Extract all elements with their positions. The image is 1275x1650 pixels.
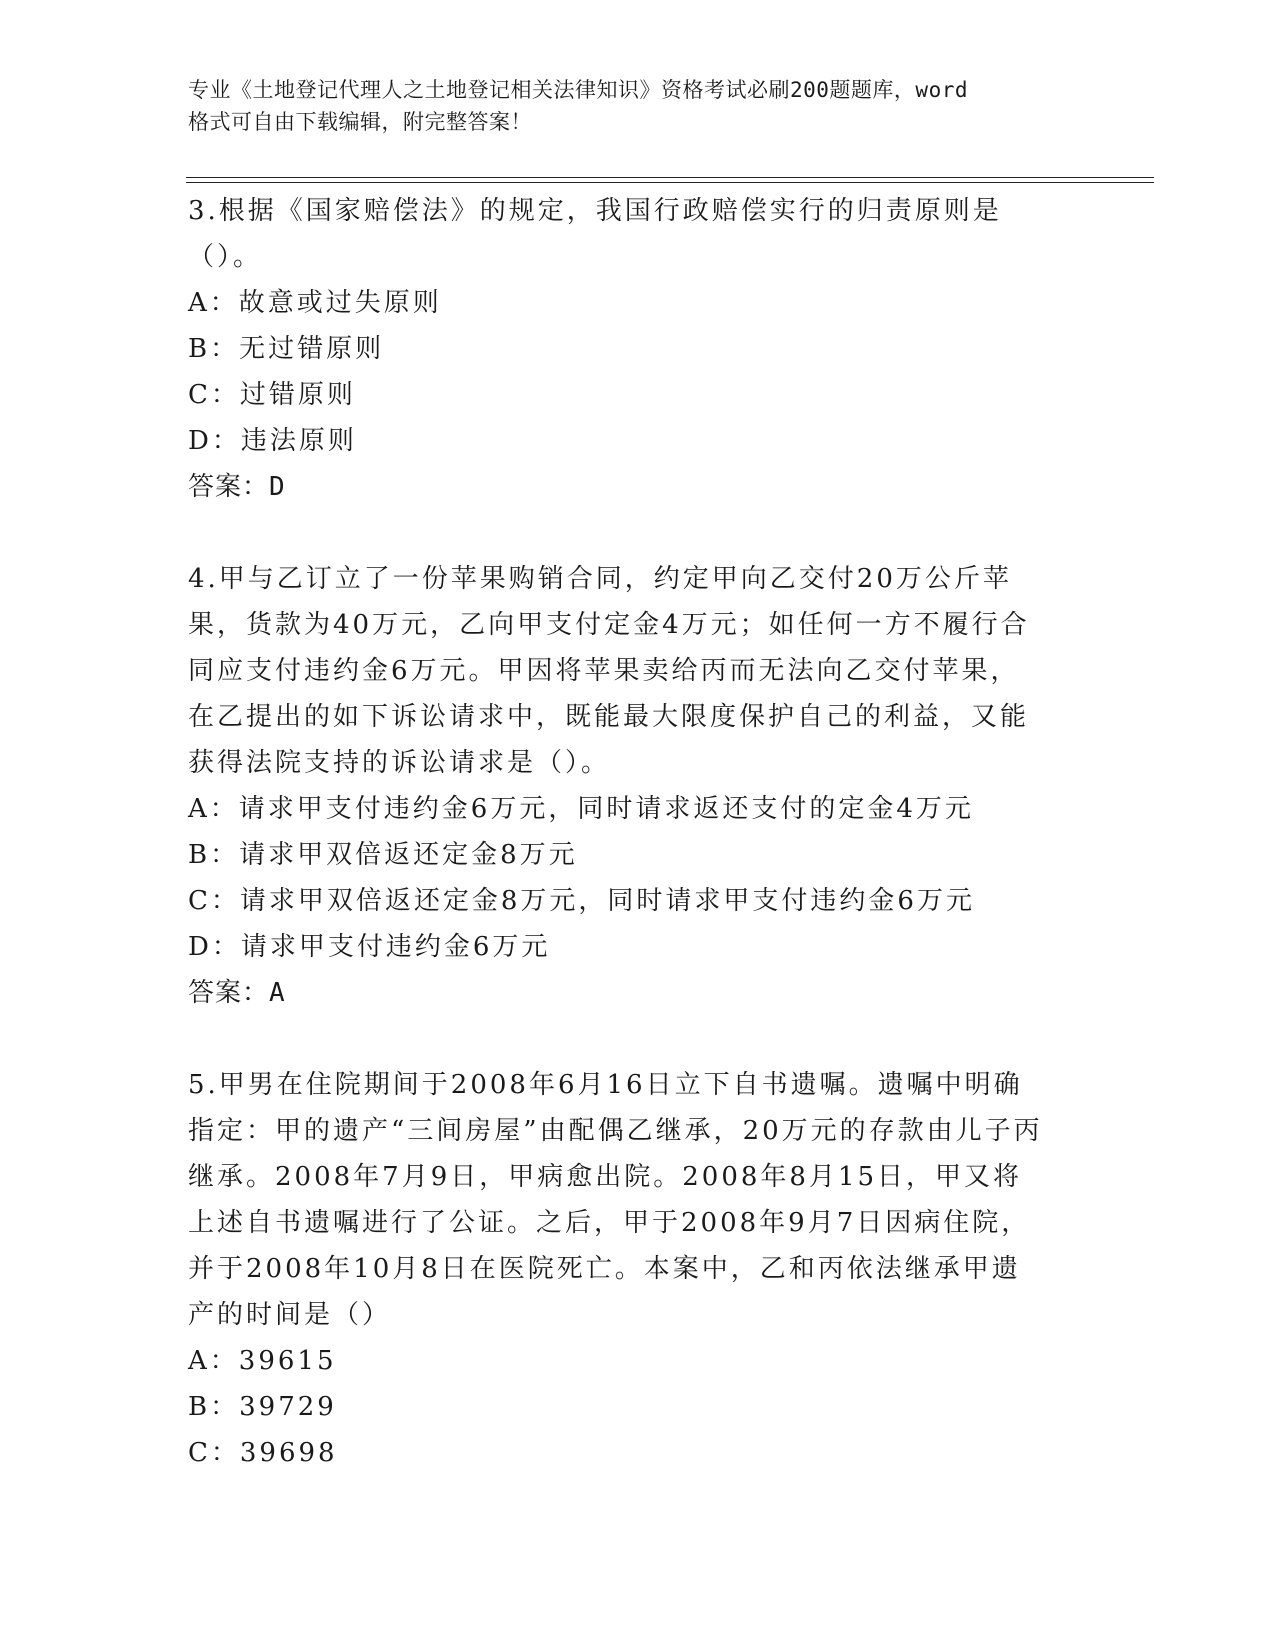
option-a: A：39615 <box>188 1346 337 1376</box>
option-a: A：请求甲支付违约金6万元，同时请求返还支付的定金4万元 <box>188 794 974 824</box>
option-b: B：无过错原则 <box>188 334 385 364</box>
header-line-1: 专业《土地登记代理人之土地登记相关法律知识》资格考试必刷200题题库，word <box>188 78 968 102</box>
option-b: B：请求甲双倍返还定金8万元 <box>188 840 578 870</box>
document-header <box>188 74 1088 138</box>
option-c: C：过错原则 <box>188 380 356 410</box>
answer-value: A <box>269 978 286 1008</box>
header-line-2: 格式可自由下载编辑，附完整答案！ <box>188 110 532 134</box>
question-text: 5.甲男在住院期间于2008年6月16日立下自书遗嘱。遗嘱中明确指定：甲的遗产“三间房屋”由配偶乙继承，20万元的存款由儿子丙继承。2008年7月9日，甲病愈出院。2008年8月15日，甲又将上述自书遗嘱进行了公证。之后，甲于2008年9月7日因病住院，并于2008年10月8日在医院死亡。本案中，乙和丙依法继承甲遗产的时间是（） <box>188 1070 1043 1330</box>
option-c: C：39698 <box>188 1438 338 1468</box>
answer-label: 答案： <box>188 978 270 1008</box>
question-list <box>188 188 1088 1476</box>
option-c: C：请求甲双倍返还定金8万元，同时请求甲支付违约金6万元 <box>188 886 975 916</box>
option-d: D：违法原则 <box>188 426 357 456</box>
answer-value: D <box>269 472 286 502</box>
question-block-4 <box>188 556 1088 1016</box>
answer-line <box>188 970 1088 1016</box>
header-divider-top <box>186 177 1154 178</box>
question-block-3 <box>188 188 1088 510</box>
question-text: 3.根据《国家赔偿法》的规定，我国行政赔偿实行的归责原则是（）。 <box>188 196 1002 272</box>
option-b: B：39729 <box>188 1392 337 1422</box>
question-block-5 <box>188 1062 1088 1476</box>
answer-label: 答案： <box>188 472 270 502</box>
option-d: D：请求甲支付违约金6万元 <box>188 932 551 962</box>
spacer <box>188 510 1088 556</box>
option-a: A：故意或过失原则 <box>188 288 442 318</box>
question-text: 4.甲与乙订立了一份苹果购销合同，约定甲向乙交付20万公斤苹果，货款为40万元，乙向甲支付定金4万元；如任何一方不履行合同应支付违约金6万元。甲因将苹果卖给丙而无法向乙交付苹果，在乙提出的如下诉讼请求中，既能最大限度保护自己的利益，又能获得法院支持的诉讼请求是（）。 <box>188 564 1030 778</box>
header-divider-bottom <box>186 182 1154 183</box>
spacer <box>188 1016 1088 1062</box>
answer-line <box>188 464 1088 510</box>
